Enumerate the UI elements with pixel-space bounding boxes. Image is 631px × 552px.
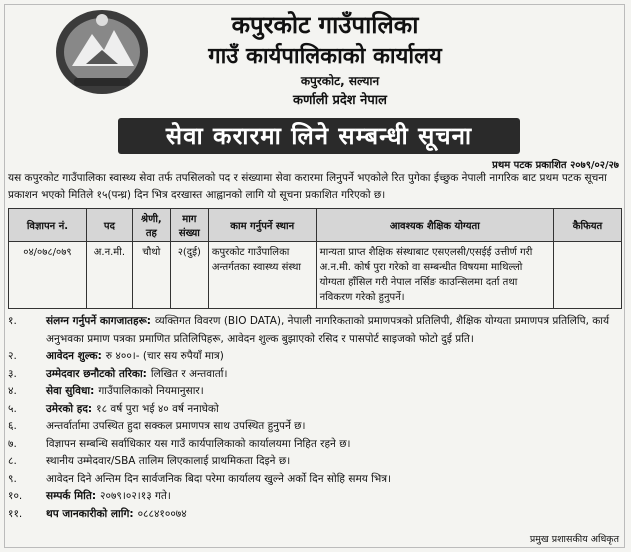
item-text: रु ४००।- (चार सय रुपैयाँ मात्र) — [105, 350, 224, 362]
item-number: ९. — [8, 472, 17, 485]
item-number: १०. — [8, 490, 23, 502]
terms-list — [8, 313, 624, 523]
municipality-name: कपुरकोट गाउँपालिका — [231, 11, 419, 39]
notice-title-banner: सेवा करारमा लिने सम्बन्धी सूचना — [118, 118, 520, 154]
cell-post: अ.न.मी. — [86, 242, 132, 309]
item-label: थप जानकारीको लागि: — [46, 507, 134, 520]
list-item — [8, 383, 624, 401]
item-text: ०८८४१००७४ — [137, 507, 187, 520]
office-address: कपुरकोट, सल्यान — [300, 74, 380, 88]
item-number: ५. — [8, 402, 17, 415]
col-header-post: पद — [86, 209, 132, 242]
item-number: ७. — [8, 437, 17, 450]
item-text: विज्ञापन सम्बन्धि सर्वाधिकार यस गाउँ कार्यपालिकाको कार्यालयमा निहित रहने छ। — [46, 437, 351, 450]
item-number: ८. — [8, 455, 17, 467]
item-text: आवेदन दिने अन्तिम दिन सार्वजनिक बिदा परेमा कार्यालय खुल्ने अर्को दिन सोहि समय भित्र। — [46, 472, 392, 485]
item-number: ६. — [8, 420, 17, 432]
list-item — [8, 313, 624, 348]
intro-paragraph: यस कपुरकोट गाउँपालिका स्वास्थ्य सेवा तर्फ तपसिलको पद र संख्यामा सेवा करारमा लिनुपर्ने भएकोले रित पुगेका ईच्छुक नेपाली नागरिक बाट प्रथम पटक सूचना प्रकाशन भएको मितिले १५(पन्ध्र) दिन भित्र दरखास्त आह्वानको लागि यो सूचना प्रकाशित गरिएको छ। — [8, 172, 607, 201]
table-row — [9, 242, 622, 309]
cell-level: चौथो — [132, 242, 170, 309]
cell-qualification: मान्यता प्राप्त शैक्षिक संस्थाबाट एसएलसी/एसईई उत्तीर्ण गरी अ.न.मी. कोर्ष पुरा गरेको वा सम्बन्धीत विषयमा माथिल्लो योग्यता हाँसिल गरी नेपाल नर्सिङ काउन्सिलमा दर्ता तथा नविकरण गरेको हुनुपर्ने। — [316, 242, 553, 309]
item-text: लिखित र अन्तवार्ता। — [150, 367, 228, 380]
list-item — [8, 436, 624, 454]
item-label: संलग्न गर्नुपर्ने कागजातहरू: — [46, 315, 151, 327]
vacancy-table — [8, 208, 622, 309]
nepal-emblem-icon — [52, 6, 152, 98]
item-text: गाउँपालिकाको नियमानुसार। — [98, 385, 204, 397]
item-number: ३. — [8, 367, 17, 380]
cell-place: कपुरकोट गाउँपालिका अन्तर्गतका स्वास्थ्य संस्था — [208, 242, 316, 309]
list-item — [8, 506, 624, 524]
item-number: ४. — [8, 385, 17, 397]
item-label: सम्पर्क मिति: — [46, 490, 97, 502]
item-label: सेवा सुविधा: — [46, 385, 95, 397]
item-label: आवेदन शुल्क: — [46, 350, 102, 362]
col-header-remarks: कैफियत — [554, 209, 622, 242]
list-item — [8, 418, 624, 436]
cell-count: २(दुई) — [170, 242, 208, 309]
list-item — [8, 488, 624, 506]
table-header-row — [9, 209, 622, 242]
list-item — [8, 401, 624, 419]
publish-date: प्रथम पटक प्रकाशित २०७९/०२/२७ — [492, 160, 619, 171]
item-text: १८ वर्ष पुरा भई ४० वर्ष ननाघेको — [96, 402, 219, 415]
item-number: १. — [8, 315, 17, 327]
list-item — [8, 453, 624, 471]
col-header-count: माग संख्या — [170, 209, 208, 242]
cell-remarks — [554, 242, 622, 309]
item-text: २०७९।०२।१३ गते। — [100, 490, 171, 502]
item-text: अन्तर्वार्तामा उपस्थित हुदा सक्कल प्रमाणपत्र साथ उपस्थित हुनुपर्ने छ। — [46, 420, 306, 432]
item-label: उमेरको हद: — [46, 402, 93, 415]
col-header-qualification: आवश्यक शैक्षिक योग्यता — [316, 209, 553, 242]
cell-ad-no: ०४/०७८/०७९ — [9, 242, 87, 309]
item-text: व्यक्तिगत विवरण (BIO DATA), नेपाली नागरिकताको प्रमाणपत्रको प्रतिलिपी, शैक्षिक योग्यता प्रमाणपत्र प्रतिलिपि, कार्य अनुभवका प्रमाण पत्रका प्रमाणित प्रतिलिपिहरू, आवेदन शुल्क बुझाएको रसिद र पासपोर्ट साइजको फोटो दुई प्रति। — [46, 315, 610, 345]
item-number: २. — [8, 350, 17, 362]
signature-title: प्रमुख प्रशासकीय अधिकृत — [529, 534, 619, 545]
col-header-ad-no: विज्ञापन नं. — [9, 209, 87, 242]
item-text: स्थानीय उम्मेदवार/SBA तालिम लिएकालाई प्राथमिकता दिइने छ। — [46, 455, 291, 467]
office-name: गाउँ कार्यपालिकाको कार्यालय — [208, 44, 442, 69]
item-number: ११. — [8, 507, 23, 520]
list-item — [8, 471, 624, 489]
col-header-place: काम गर्नुपर्ने स्थान — [208, 209, 316, 242]
col-header-level: श्रेणी, तह — [132, 209, 170, 242]
list-item — [8, 366, 624, 384]
province-name: कर्णाली प्रदेश नेपाल — [293, 93, 387, 108]
list-item — [8, 348, 624, 366]
item-label: उम्मेदवार छनौटको तरिका: — [46, 367, 147, 380]
